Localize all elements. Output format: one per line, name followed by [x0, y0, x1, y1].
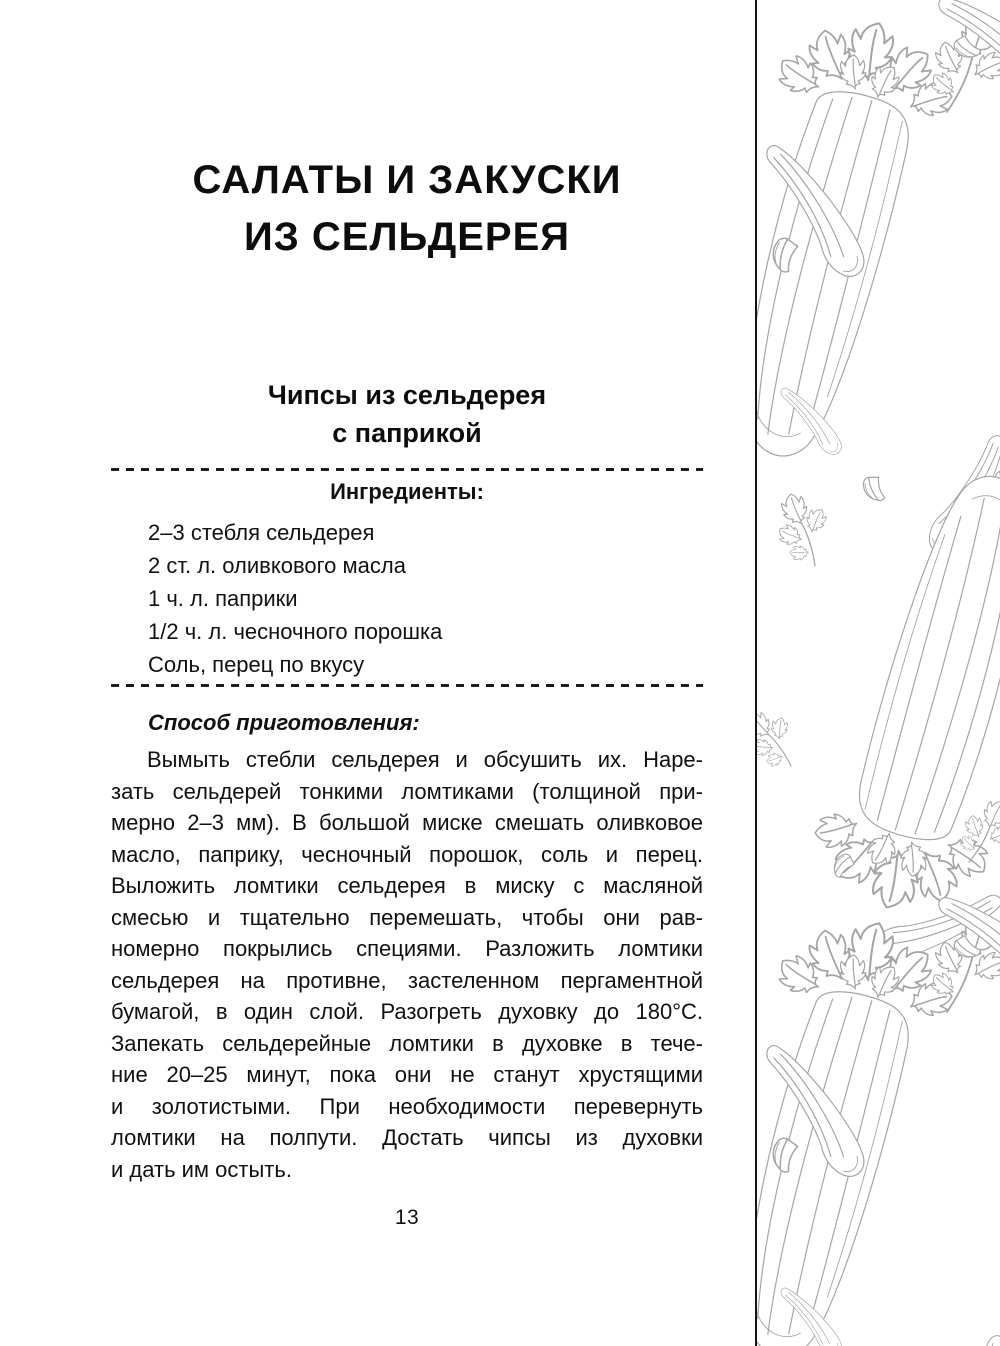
method-line: смесью и тщательно перемешать, чтобы они рав- — [111, 904, 703, 930]
ingredient-item: Соль, перец по вкусу — [148, 652, 365, 677]
chapter-title-line1: САЛАТЫ И ЗАКУСКИ — [192, 158, 622, 202]
recipe-title-line2: с паприкой — [332, 418, 482, 448]
decorative-sidebar — [755, 0, 1000, 1346]
method-line: сельдерея на противне, застеленном пергаментной — [111, 967, 703, 993]
recipe-title — [111, 376, 703, 452]
ingredient-item: 2 ст. л. оливкового масла — [148, 553, 406, 578]
method-line: ломтики на полпути. Достать чипсы из духовки — [111, 1125, 703, 1150]
ingredient-item: 1 ч. л. паприки — [148, 586, 298, 611]
chapter-title-line2: ИЗ СЕЛЬДЕРЕЯ — [243, 215, 571, 259]
method-line: Выложить ломтики сельдерея в миску с масляной — [111, 873, 703, 898]
method-line: ние 20–25 минут, пока они не станут хрустящими — [111, 1062, 703, 1087]
ingredients-list — [111, 516, 703, 681]
page-number: 13 — [394, 1206, 420, 1229]
ingredients-divider-bottom — [111, 684, 703, 687]
method-line: масло, паприку, чесночный порошок, соль и перец. — [111, 841, 703, 867]
method-line: и золотистыми. При необходимости перевернуть — [111, 1093, 703, 1119]
method-line: Запекать сельдерейные ломтики в духовке в тече- — [111, 1030, 703, 1056]
method-line: номерно покрылись специями. Разложить ломтики — [111, 936, 703, 961]
method-line: Вымыть стебли сельдерея и обсушить их. Наре- — [147, 747, 703, 772]
ingredient-item: 2–3 стебля сельдерея — [148, 520, 375, 545]
ingredient-item: 1/2 ч. л. чесночного порошка — [148, 619, 443, 644]
method-line: бумагой, в один слой. Разогреть духовку до 180°C. — [111, 999, 703, 1024]
method-line: зать сельдерей тонкими ломтиками (толщиной при- — [111, 778, 703, 804]
method-header: Способ приготовления: — [148, 710, 420, 735]
ingredients-header: Ингредиенты: — [330, 479, 484, 504]
chapter-title — [111, 152, 703, 266]
ingredients-divider-top — [111, 468, 703, 471]
recipe-title-line1: Чипсы из сельдерея — [267, 380, 547, 410]
method-text — [111, 744, 703, 1185]
celery-pattern-illustration — [757, 0, 1000, 1346]
method-line: мерно 2–3 мм). В большой миске смешать оливковое — [111, 810, 703, 835]
method-line: и дать им остыть. — [111, 1156, 292, 1182]
